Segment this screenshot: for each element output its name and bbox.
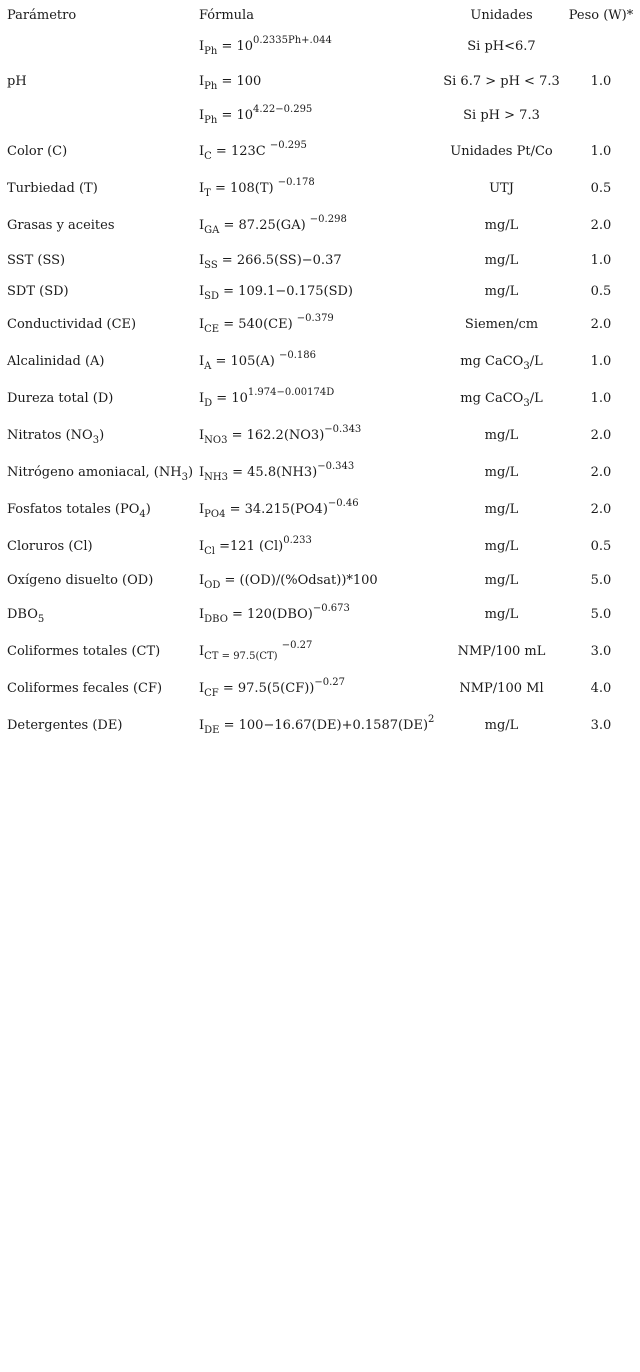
formula-cell-part-1: Ph [204,81,218,92]
formula-cell-part-1: OD [204,580,221,591]
param-cell-part-1: 4 [139,509,146,520]
formula-cell-part-1: Ph [204,115,218,126]
units-cell-part-0: mg/L [484,284,519,299]
formula-cell [199,284,353,300]
table-row [0,74,640,104]
formula-cell-part-0: I [199,573,205,588]
param-cell [7,644,160,660]
formula-cell-part-2: = 105(A) [211,354,280,369]
param-cell-part-0: Turbiedad (T) [7,181,98,196]
units-cell [440,539,563,555]
formula-cell-part-0: I [199,218,205,233]
table-row [0,714,640,748]
formula-cell-part-3: 2 [428,714,435,725]
table-row [0,35,640,69]
table-row [0,573,640,603]
param-cell [7,539,93,555]
table-row [0,603,640,637]
units-cell-part-0: mg CaCO [460,391,524,406]
units-cell [440,354,563,370]
param-cell-part-0: Cloruros (Cl) [7,539,93,554]
formula-cell-part-1: NH3 [204,472,228,483]
units-cell [440,218,563,234]
units-cell-part-0: mg/L [484,502,519,517]
formula-cell-part-0: I [199,253,205,268]
units-cell-part-2: /L [529,391,543,406]
formula-cell-part-0: I [199,607,205,622]
table-row [0,313,640,347]
param-cell-part-0: Conductividad (CE) [7,317,137,332]
table-row [0,177,640,211]
formula-cell-part-3: −0.343 [317,461,355,472]
header-parametro: Parámetro [7,8,77,23]
formula-cell [199,35,332,57]
param-cell [7,465,193,481]
formula-cell-part-1: Cl [204,546,215,557]
header-unidades: Unidades [470,8,533,23]
units-cell [440,465,563,481]
formula-cell-part-2: = 540(CE) [219,317,297,332]
param-cell [7,218,115,234]
formula-cell-part-2: = 123C [211,144,270,159]
units-cell [440,108,563,124]
param-cell-part-0: Grasas y aceites [7,218,115,233]
param-cell [7,428,104,444]
table-row [0,140,640,174]
param-cell [7,317,136,333]
formula-cell-part-1: DE [204,725,220,736]
formula-cell [199,714,435,736]
weight-cell: 2.0 [590,218,612,233]
formula-cell-part-3: 0.2335Ph+.044 [253,35,332,46]
units-cell-part-0: mg/L [484,465,519,480]
formula-cell-part-3: 0.233 [283,535,312,546]
formula-cell-part-1: SD [204,291,220,302]
table-row [0,253,640,283]
table-row [0,677,640,711]
formula-cell-part-2: = 120(DBO) [227,607,313,622]
formula-cell-part-2: = 162.2(NO3) [227,428,325,443]
units-cell [440,644,563,660]
units-cell [440,181,563,197]
units-cell [440,253,563,269]
formula-cell-part-3: −0.186 [279,350,317,361]
formula-cell-part-0: I [199,181,205,196]
formula-cell-part-2: = 108(T) [210,181,278,196]
table-row [0,498,640,532]
weight-cell: 2.0 [590,428,612,443]
formula-cell [199,535,312,557]
param-cell-part-0: Detergentes (DE) [7,718,123,733]
param-cell-part-0: Coliformes totales (CT) [7,644,161,659]
units-cell-part-0: mg/L [484,539,519,554]
formula-cell-part-2: = 100−16.67(DE)+0.1587(DE) [219,718,429,733]
formula-cell [199,573,378,589]
header-formula: Fórmula [199,8,254,23]
table-row [0,214,640,248]
formula-cell [199,640,313,662]
units-cell-part-0: Si pH > 7.3 [463,108,540,123]
units-cell-part-0: mg/L [484,218,519,233]
formula-cell-part-3: −0.298 [309,214,347,225]
formula-cell-part-0: I [199,317,205,332]
formula-cell-part-2: = 100 [217,74,262,89]
units-cell [440,39,563,55]
param-cell-part-0: pH [7,74,27,89]
formula-cell-part-1: CF [204,688,219,699]
formula-cell-part-0: I [199,502,205,517]
formula-cell-part-2: = 45.8(NH3) [227,465,318,480]
table-row [0,535,640,569]
units-cell [440,284,563,300]
weight-cell: 5.0 [590,573,612,588]
formula-cell-part-1: Ph [204,46,218,57]
table-row [0,104,640,138]
formula-cell-part-2: = 34.215(PO4) [225,502,328,517]
param-cell-part-0: Nitratos (NO [7,428,93,443]
table-row [0,387,640,421]
formula-cell [199,104,313,126]
formula-cell [199,424,362,446]
param-cell-part-0: Fosfatos totales (PO [7,502,140,517]
formula-cell [199,387,335,409]
weight-cell: 3.0 [590,644,612,659]
param-cell-part-0: Alcalinidad (A) [7,354,105,369]
units-cell [440,718,563,734]
formula-cell-part-3: −0.27 [314,677,346,688]
formula-cell-part-1: T [204,188,211,199]
formula-cell [199,350,317,372]
table-row [0,424,640,458]
units-cell [440,681,563,697]
formula-cell-part-0: I [199,39,205,54]
units-cell [440,607,563,623]
units-cell [440,573,563,589]
param-cell-part-0: Dureza total (D) [7,391,114,406]
formula-cell-part-3: −0.343 [324,424,362,435]
param-cell [7,144,67,160]
formula-cell-part-1: CE [204,324,220,335]
formula-cell-part-3: −0.46 [327,498,359,509]
table-row [0,461,640,495]
formula-cell-part-1: DBO [204,614,228,625]
formula-cell-part-3: −0.178 [277,177,315,188]
formula-cell-part-0: I [199,108,205,123]
param-cell [7,74,27,90]
formula-cell-part-2: = 266.5(SS)−0.37 [217,253,342,268]
formula-cell-part-2: = ((OD)/(%Odsat))*100 [220,573,378,588]
table-header-row [0,8,640,38]
formula-cell-part-0: I [199,74,205,89]
formula-cell-part-0: I [199,644,205,659]
formula-cell-part-0: I [199,718,205,733]
param-cell-part-0: Coliformes fecales (CF) [7,681,163,696]
formula-cell-part-3: −0.295 [269,140,307,151]
table-row [0,640,640,674]
weight-cell: 2.0 [590,317,612,332]
formula-cell-part-0: I [199,144,205,159]
param-cell-part-2: ) [99,428,105,443]
formula-cell-part-1: GA [204,225,220,236]
formula-cell [199,74,261,90]
formula-cell-part-3: −0.673 [312,603,350,614]
units-cell [440,144,563,160]
units-cell-part-0: Si pH<6.7 [467,39,536,54]
param-cell [7,253,65,269]
units-cell-part-0: mg/L [484,428,519,443]
formula-cell [199,461,355,483]
param-cell-part-0: SST (SS) [7,253,66,268]
units-cell [440,428,563,444]
units-cell-part-0: NMP/100 Ml [459,681,544,696]
param-cell [7,573,153,589]
weight-cell: 0.5 [590,181,612,196]
formula-cell-part-0: I [199,391,205,406]
formula-cell-part-0: I [199,354,205,369]
units-cell-part-0: NMP/100 mL [457,644,546,659]
formula-cell-part-3: −0.379 [296,313,334,324]
param-cell [7,354,104,370]
formula-cell-part-2: = 10 [217,39,254,54]
formula-cell-part-0: I [199,681,205,696]
formula-cell [199,677,346,699]
formula-cell-part-1: SS [204,260,218,271]
formula-cell-part-2: =121 (Cl) [215,539,284,554]
units-cell-part-0: Unidades Pt/Co [450,144,553,159]
formula-cell-part-0: I [199,428,205,443]
weight-cell: 1.0 [590,391,612,406]
formula-cell-part-0: I [199,465,205,480]
param-cell [7,681,162,697]
param-cell-part-0: Oxígeno disuelto (OD) [7,573,154,588]
param-cell-part-2: ) [187,465,194,480]
units-cell-part-0: mg/L [484,253,519,268]
formula-cell-part-1: A [204,361,212,372]
table-row [0,350,640,384]
formula-cell-part-3: −0.27 [281,640,313,651]
units-cell-part-1: 3 [523,398,530,409]
weight-cell: 2.0 [590,465,612,480]
param-cell-part-1: 5 [37,614,45,625]
units-cell [440,391,563,407]
units-cell [440,502,563,518]
formula-cell [199,603,350,625]
param-cell [7,607,44,623]
param-cell-part-0: Nitrógeno amoniacal, (NH [7,465,182,480]
formula-cell [199,140,307,162]
units-cell-part-0: mg/L [484,607,519,622]
formula-cell [199,313,334,335]
formula-cell [199,253,342,269]
units-cell-part-0: mg/L [484,718,519,733]
weight-cell: 4.0 [590,681,612,696]
param-cell-part-0: SDT (SD) [7,284,69,299]
table-row [0,284,640,314]
weight-cell: 0.5 [590,539,612,554]
param-cell-part-0: Color (C) [7,144,68,159]
formula-cell-part-2: = 97.5(5(CF)) [218,681,315,696]
weight-cell: 1.0 [590,253,612,268]
weight-cell: 1.0 [590,74,612,89]
param-cell-part-0: DBO [7,607,38,622]
weight-cell: 1.0 [590,144,612,159]
param-cell-part-1: 3 [181,472,188,483]
param-cell-part-1: 3 [92,435,100,446]
formula-cell-part-1: C [204,151,212,162]
units-cell-part-0: UTJ [489,181,514,196]
param-cell [7,502,151,518]
param-cell [7,718,122,734]
units-cell-part-1: 3 [523,361,530,372]
formula-cell-part-1: NO3 [204,435,228,446]
param-cell [7,391,113,407]
weight-cell: 1.0 [590,354,612,369]
units-cell [440,74,563,90]
formula-cell-part-0: I [199,284,205,299]
param-cell-part-2: ) [145,502,151,517]
units-cell-part-2: /L [529,354,543,369]
formula-cell-part-1: CT = 97.5(CT) [204,651,278,662]
units-cell-part-0: Si 6.7 > pH < 7.3 [443,74,560,89]
weight-cell: 2.0 [590,502,612,517]
formula-cell-part-2: = 87.25(GA) [219,218,310,233]
formula-cell-part-1: D [204,398,213,409]
formula-cell [199,177,315,199]
formula-cell-part-3: 1.974−0.00174D [247,387,335,398]
formula-cell [199,498,359,520]
weight-cell: 0.5 [590,284,612,299]
units-cell [440,317,563,333]
formula-cell-part-0: I [199,539,205,554]
weight-cell: 3.0 [590,718,612,733]
units-cell-part-0: mg CaCO [460,354,524,369]
param-cell [7,181,98,197]
param-cell [7,284,69,300]
formula-cell-part-1: PO4 [204,509,226,520]
formula-cell-part-3: 4.22−0.295 [253,104,313,115]
units-cell-part-0: mg/L [484,573,519,588]
weight-cell: 5.0 [590,607,612,622]
formula-cell-part-2: = 109.1−0.175(SD) [219,284,353,299]
formula-cell [199,214,347,236]
formula-cell-part-2: = 10 [217,108,254,123]
formula-cell-part-2: = 10 [212,391,248,406]
units-cell-part-0: Siemen/cm [464,317,539,332]
header-peso: Peso (W)* [568,8,634,23]
